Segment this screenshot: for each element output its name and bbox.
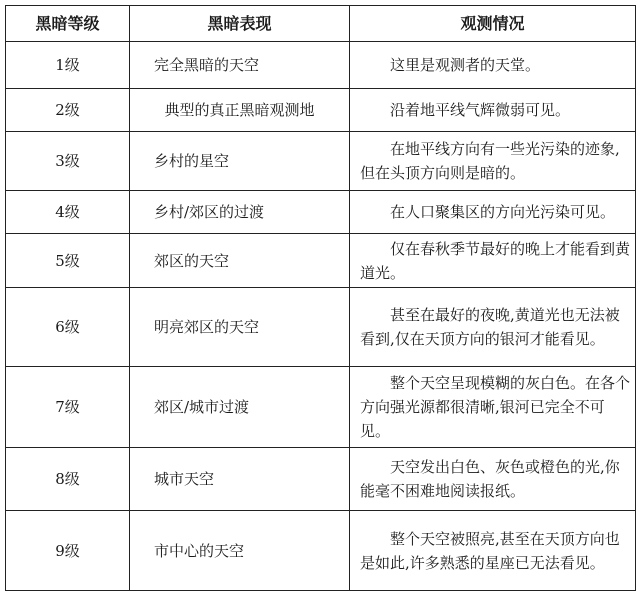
observation-cell bbox=[350, 511, 636, 591]
observation-text: 天空发出白色、灰色或橙色的光,你能毫不困难地阅读报纸。 bbox=[360, 458, 620, 500]
grade-cell: 3级 bbox=[6, 132, 130, 191]
grade-cell: 2级 bbox=[6, 89, 130, 132]
table-row bbox=[6, 367, 636, 448]
darkness-cell: 乡村/郊区的过渡 bbox=[130, 191, 350, 234]
observation-text: 在地平线方向有一些光污染的迹象,但在头顶方向则是暗的。 bbox=[360, 140, 620, 182]
darkness-cell: 乡村的星空 bbox=[130, 132, 350, 191]
darkness-cell: 完全黑暗的天空 bbox=[130, 42, 350, 89]
observation-cell bbox=[350, 132, 636, 191]
grade-cell: 6级 bbox=[6, 288, 130, 367]
observation-text: 这里是观测者的天堂。 bbox=[390, 56, 541, 74]
header-observation: 观测情况 bbox=[350, 6, 636, 42]
table-row bbox=[6, 234, 636, 288]
darkness-cell: 市中心的天空 bbox=[130, 511, 350, 591]
table-header-row bbox=[6, 6, 636, 42]
dark-sky-scale-table bbox=[5, 5, 636, 591]
observation-text: 甚至在最好的夜晚,黄道光也无法被看到,仅在天顶方向的银河才能看见。 bbox=[360, 306, 620, 348]
observation-cell bbox=[350, 89, 636, 132]
grade-cell: 8级 bbox=[6, 448, 130, 511]
observation-cell bbox=[350, 288, 636, 367]
table-row bbox=[6, 511, 636, 591]
darkness-cell: 典型的真正黑暗观测地 bbox=[130, 89, 350, 132]
table-row bbox=[6, 191, 636, 234]
darkness-cell: 郊区/城市过渡 bbox=[130, 367, 350, 448]
observation-text: 仅在春秋季节最好的晚上才能看到黄道光。 bbox=[360, 239, 631, 282]
table-row bbox=[6, 288, 636, 367]
observation-cell bbox=[350, 367, 636, 448]
darkness-cell: 郊区的天空 bbox=[130, 234, 350, 288]
observation-text: 在人口聚集区的方向光污染可见。 bbox=[390, 203, 616, 221]
grade-cell: 5级 bbox=[6, 234, 130, 288]
observation-cell bbox=[350, 191, 636, 234]
darkness-cell: 城市天空 bbox=[130, 448, 350, 511]
observation-cell bbox=[350, 234, 636, 288]
header-darkness: 黑暗表现 bbox=[130, 6, 350, 42]
table-row bbox=[6, 42, 636, 89]
darkness-cell: 明亮郊区的天空 bbox=[130, 288, 350, 367]
observation-text: 整个天空呈现模糊的灰白色。在各个方向强光源都很清晰,银河已完全不可见。 bbox=[360, 374, 631, 440]
table-row bbox=[6, 132, 636, 191]
table-row bbox=[6, 89, 636, 132]
observation-text: 沿着地平线气辉微弱可见。 bbox=[390, 101, 571, 119]
observation-cell bbox=[350, 42, 636, 89]
header-grade: 黑暗等级 bbox=[6, 6, 130, 42]
grade-cell: 7级 bbox=[6, 367, 130, 448]
grade-cell: 4级 bbox=[6, 191, 130, 234]
observation-cell bbox=[350, 448, 636, 511]
observation-text: 整个天空被照亮,甚至在天顶方向也是如此,许多熟悉的星座已无法看见。 bbox=[360, 529, 620, 572]
table-row bbox=[6, 448, 636, 511]
grade-cell: 1级 bbox=[6, 42, 130, 89]
grade-cell: 9级 bbox=[6, 511, 130, 591]
